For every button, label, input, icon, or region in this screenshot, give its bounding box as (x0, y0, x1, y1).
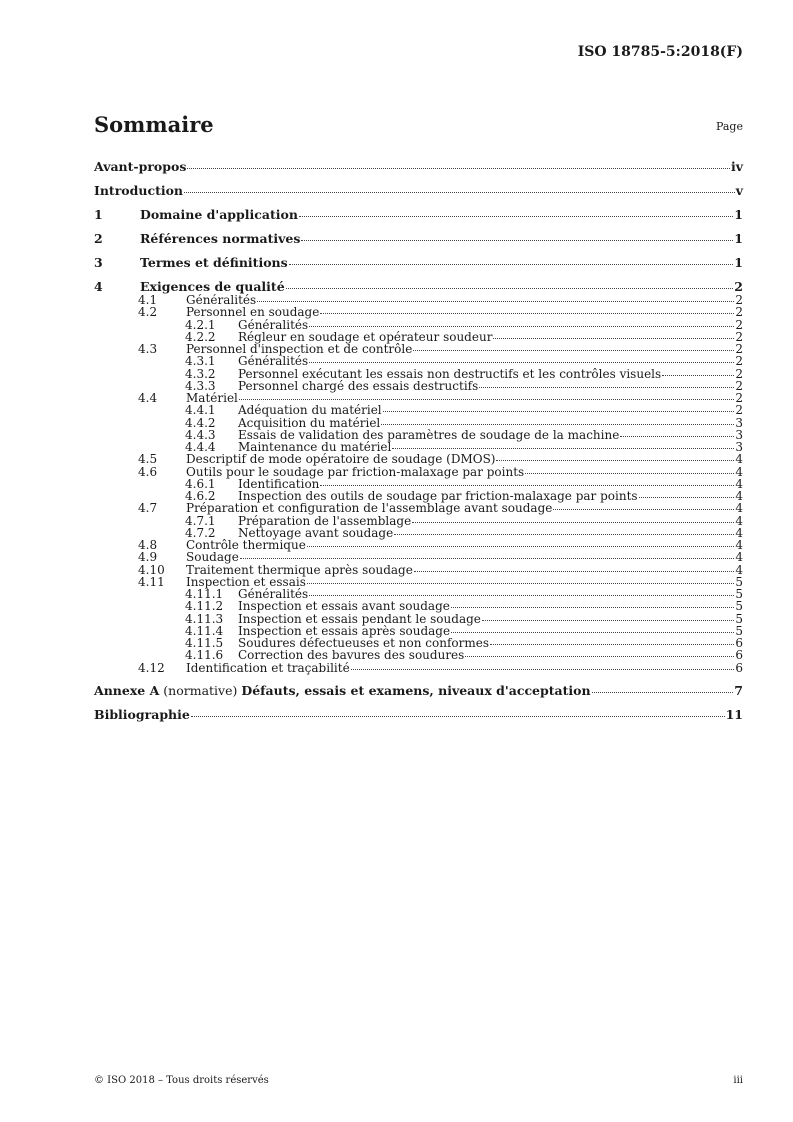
toc-entry[interactable] (94, 662, 743, 674)
toc-entry-page: iv (730, 159, 743, 174)
toc-entry-page: 6 (735, 660, 743, 675)
toc-leader-dots (413, 350, 734, 351)
toc-entry-title: Exigences de qualité (140, 279, 285, 294)
toc-entry-title: Introduction (94, 183, 184, 198)
toc-entry-title: Préparation de l'assemblage (238, 513, 412, 528)
toc-leader-dots (301, 240, 733, 241)
toc-entry-title: Matériel (186, 391, 238, 405)
toc-entry[interactable] (94, 613, 743, 625)
toc-leader-dots (451, 607, 734, 608)
toc-entry-number: 4.11.5 (185, 636, 224, 650)
toc-entry-number: 4.7.2 (185, 525, 216, 540)
page-title: Sommaire (94, 112, 214, 137)
toc-leader-dots (465, 656, 734, 657)
toc-entry-title: Identification (238, 476, 320, 491)
toc-leader-dots (592, 692, 734, 693)
toc-entry-number: 4.3.1 (185, 354, 216, 369)
toc-leader-dots (184, 192, 735, 193)
toc-entry-title: Descriptif de mode opératoire de soudage (DMOS) (186, 452, 496, 467)
toc-entry-number: 4 (94, 279, 103, 294)
toc-entry-page: 6 (735, 648, 743, 663)
toc-entry-page: 4 (735, 562, 743, 577)
toc-leader-dots (286, 288, 734, 289)
toc-entry-title: Identification et traçabilité (186, 660, 350, 675)
toc-entry-number: 3 (94, 255, 103, 270)
toc-entry-number: 4.6 (138, 464, 158, 479)
toc-entry[interactable] (94, 679, 743, 703)
toc-leader-dots (381, 424, 734, 425)
toc-entry-page: 2 (735, 293, 743, 307)
toc-leader-dots (412, 522, 734, 523)
toc-entry-qualifier: (normative) (163, 682, 238, 698)
toc-entry-title: Généralités (238, 317, 309, 332)
toc-entry[interactable] (94, 551, 743, 563)
toc-leader-dots (187, 168, 730, 169)
toc-entry[interactable] (94, 155, 743, 179)
footer-copyright: © ISO 2018 – Tous droits réservés (94, 1075, 269, 1086)
toc-entry-number: 4.4.2 (185, 415, 216, 430)
toc-entry-title: Inspection des outils de soudage par friction-malaxage par points (238, 489, 638, 503)
toc-entry-title: Personnel en soudage (186, 305, 320, 320)
toc-entry-title: Annexe A (94, 682, 160, 698)
toc-entry-page: 2 (735, 378, 743, 393)
toc-entry-page: 2 (735, 342, 743, 356)
toc-entry-page: 1 (734, 207, 743, 222)
toc-leader-dots (392, 448, 734, 449)
toc-entry-page: 2 (735, 305, 743, 320)
page-column-label: Page (715, 120, 743, 133)
toc-entry-number: 4.4 (138, 391, 158, 405)
toc-entry-title: Correction des bavures des soudures (238, 648, 465, 663)
toc-leader-dots (320, 313, 734, 314)
toc-entry[interactable] (94, 306, 743, 318)
toc-entry-number: 4.7.1 (185, 513, 216, 528)
toc-entry-title: Domaine d'application (140, 207, 298, 222)
toc-entry-page: 4 (735, 538, 743, 552)
toc-entry[interactable] (94, 417, 743, 429)
toc-entry[interactable] (94, 466, 743, 478)
toc-leader-dots (394, 534, 734, 535)
toc-entry-number: 4.4.4 (185, 440, 216, 454)
toc-entry-number: 4.11.4 (185, 623, 224, 638)
toc-leader-dots (479, 387, 734, 388)
toc-leader-dots (482, 620, 734, 621)
toc-entry[interactable] (94, 703, 743, 727)
toc-entry-title: Outils pour le soudage par friction-malaxage par points (186, 464, 525, 479)
toc-entry-page: 4 (735, 476, 743, 491)
toc-leader-dots (493, 338, 734, 339)
toc-leader-dots (662, 375, 734, 376)
toc-entry[interactable] (94, 368, 743, 380)
toc-leader-dots (309, 326, 734, 327)
toc-entry[interactable] (94, 564, 743, 576)
toc-entry[interactable] (94, 404, 743, 416)
toc-entry-page: 7 (734, 682, 743, 698)
title-row (94, 112, 743, 140)
toc-entry-page: 2 (735, 403, 743, 418)
toc-entry-page: 3 (735, 440, 743, 454)
toc-leader-dots (239, 399, 734, 400)
toc-entry-number: 4.12 (138, 660, 165, 675)
toc-entry-number: 1 (94, 207, 103, 222)
toc-entry-title: Termes et définitions (140, 255, 288, 270)
toc-leader-dots (289, 264, 734, 265)
toc-entry-title: Bibliographie (94, 706, 190, 722)
toc-entry-number: 4.5 (138, 452, 158, 467)
toc-entry-title: Traitement thermique après soudage (186, 562, 413, 577)
toc-entry-number: 4.1 (138, 293, 158, 307)
toc-entry-page: 5 (735, 611, 743, 626)
toc-leader-dots (525, 473, 734, 474)
toc-entry-page: 4 (735, 550, 743, 565)
toc-entry-number: 4.11.2 (185, 599, 224, 614)
toc-entry-title: Nettoyage avant soudage (238, 525, 394, 540)
toc-entry-title: Maintenance du matériel (238, 440, 392, 454)
toc-entry-number: 4.3.3 (185, 378, 216, 393)
toc-leader-dots (257, 301, 734, 302)
toc-leader-dots (639, 497, 735, 498)
toc-entry-page: 3 (735, 415, 743, 430)
toc-leader-dots (490, 644, 734, 645)
toc-entry-number: 4.11.1 (185, 587, 224, 601)
toc-entry-title: Généralités (186, 293, 257, 307)
toc-entry-page: 4 (735, 452, 743, 467)
toc-entry-page: v (735, 183, 743, 198)
toc-entry-title: Soudage (186, 550, 239, 565)
toc-entry-number: 4.3 (138, 342, 158, 356)
toc-entry-page: 11 (725, 706, 743, 722)
toc-entry[interactable] (94, 203, 743, 227)
toc-entry-title: Contrôle thermique (186, 538, 306, 552)
toc-entry-number: 4.6.2 (185, 489, 216, 503)
toc-leader-dots (240, 558, 735, 559)
toc-entry-page: 2 (735, 391, 743, 405)
toc-entry-title: Références normatives (140, 231, 301, 246)
toc-entry-number: 4.11.3 (185, 611, 224, 626)
toc-entry-title: Généralités (238, 587, 309, 601)
toc-entry-page: 4 (735, 489, 743, 503)
toc-entry[interactable] (94, 453, 743, 465)
toc-entry-number: 4.4.3 (185, 427, 216, 442)
toc-leader-dots (299, 216, 733, 217)
toc-entry-page: 1 (734, 231, 743, 246)
toc-entry-page: 2 (735, 366, 743, 381)
toc-entry-number: 4.10 (138, 562, 165, 577)
toc-entry-title: Inspection et essais après soudage (238, 623, 451, 638)
toc-leader-dots (351, 669, 735, 670)
toc-entry-page: 5 (735, 623, 743, 638)
toc-entry-title: Essais de validation des paramètres de soudage de la machine (238, 427, 620, 442)
toc-entry[interactable] (94, 649, 743, 661)
toc-entry-title: Personnel chargé des essais destructifs (238, 378, 479, 393)
toc-entry-page: 2 (734, 279, 743, 294)
toc-leader-dots (620, 436, 734, 437)
toc-leader-dots (383, 411, 735, 412)
toc-entry-number: 4.3.2 (185, 366, 216, 381)
toc-leader-dots (451, 632, 734, 633)
table-of-contents (94, 155, 743, 727)
toc-entry-number: 2 (94, 231, 103, 246)
toc-entry[interactable] (94, 227, 743, 251)
toc-leader-dots (309, 362, 734, 363)
toc-entry-page: 5 (735, 574, 743, 589)
toc-entry-page: 4 (735, 513, 743, 528)
toc-entry-number: 4.2.1 (185, 317, 216, 332)
toc-entry-number: 4.11.6 (185, 648, 224, 663)
footer-page-number: iii (733, 1075, 743, 1086)
toc-entry-number: 4.11 (138, 574, 165, 589)
toc-leader-dots (307, 546, 735, 547)
toc-entry[interactable] (94, 251, 743, 275)
toc-entry-number: 4.9 (138, 550, 158, 565)
toc-entry-page: 5 (735, 587, 743, 601)
toc-entry-page: 4 (735, 464, 743, 479)
toc-leader-dots (309, 595, 734, 596)
toc-leader-dots (553, 509, 734, 510)
toc-entry-page: 2 (735, 317, 743, 332)
toc-entry-title: Avant-propos (94, 159, 187, 174)
toc-entry-subtitle: Défauts, essais et examens, niveaux d'acceptation (241, 682, 591, 698)
toc-entry-title: Inspection et essais avant soudage (238, 599, 450, 614)
toc-entry-page: 4 (735, 525, 743, 540)
toc-entry-page: 5 (735, 599, 743, 614)
toc-entry-title: Personnel d'inspection et de contrôle (186, 342, 413, 356)
toc-entry[interactable] (94, 515, 743, 527)
toc-entry-title: Généralités (238, 354, 309, 369)
toc-leader-dots (414, 571, 735, 572)
toc-entry-number: 4.7 (138, 501, 158, 516)
toc-entry-page: 3 (735, 427, 743, 442)
toc-entry[interactable] (94, 319, 743, 331)
toc-leader-dots (320, 485, 734, 486)
toc-entry[interactable] (94, 502, 743, 514)
toc-entry-number: 4.4.1 (185, 403, 216, 418)
document-code: ISO 18785-5:2018(F) (577, 44, 743, 60)
toc-entry-title: Acquisition du matériel (238, 415, 381, 430)
toc-entry-number: 4.6.1 (185, 476, 216, 491)
toc-entry-title: Personnel exécutant les essais non destructifs et les contrôles visuels (238, 366, 662, 381)
toc-leader-dots (307, 583, 734, 584)
toc-entry-number: 4.2.2 (185, 329, 216, 344)
toc-entry[interactable] (94, 600, 743, 612)
toc-entry-number: 4.2 (138, 305, 158, 320)
toc-entry-title: Inspection et essais pendant le soudage (238, 611, 481, 626)
toc-entry-number: 4.8 (138, 538, 158, 552)
toc-entry-page: 1 (734, 255, 743, 270)
toc-entry-title: Soudures défectueuses et non conformes (238, 636, 490, 650)
toc-entry-page: 6 (735, 636, 743, 650)
toc-leader-dots (191, 716, 725, 717)
toc-entry-title: Inspection et essais (186, 574, 306, 589)
toc-entry-page: 4 (735, 501, 743, 516)
toc-entry-page: 2 (735, 329, 743, 344)
toc-entry-title: Adéquation du matériel (238, 403, 382, 418)
toc-entry-page: 2 (735, 354, 743, 369)
toc-leader-dots (496, 460, 734, 461)
toc-entry-title: Préparation et configuration de l'assemblage avant soudage (186, 501, 553, 516)
toc-entry[interactable] (94, 355, 743, 367)
toc-entry[interactable] (94, 179, 743, 203)
toc-entry-title: Régleur en soudage et opérateur soudeur (238, 329, 493, 344)
